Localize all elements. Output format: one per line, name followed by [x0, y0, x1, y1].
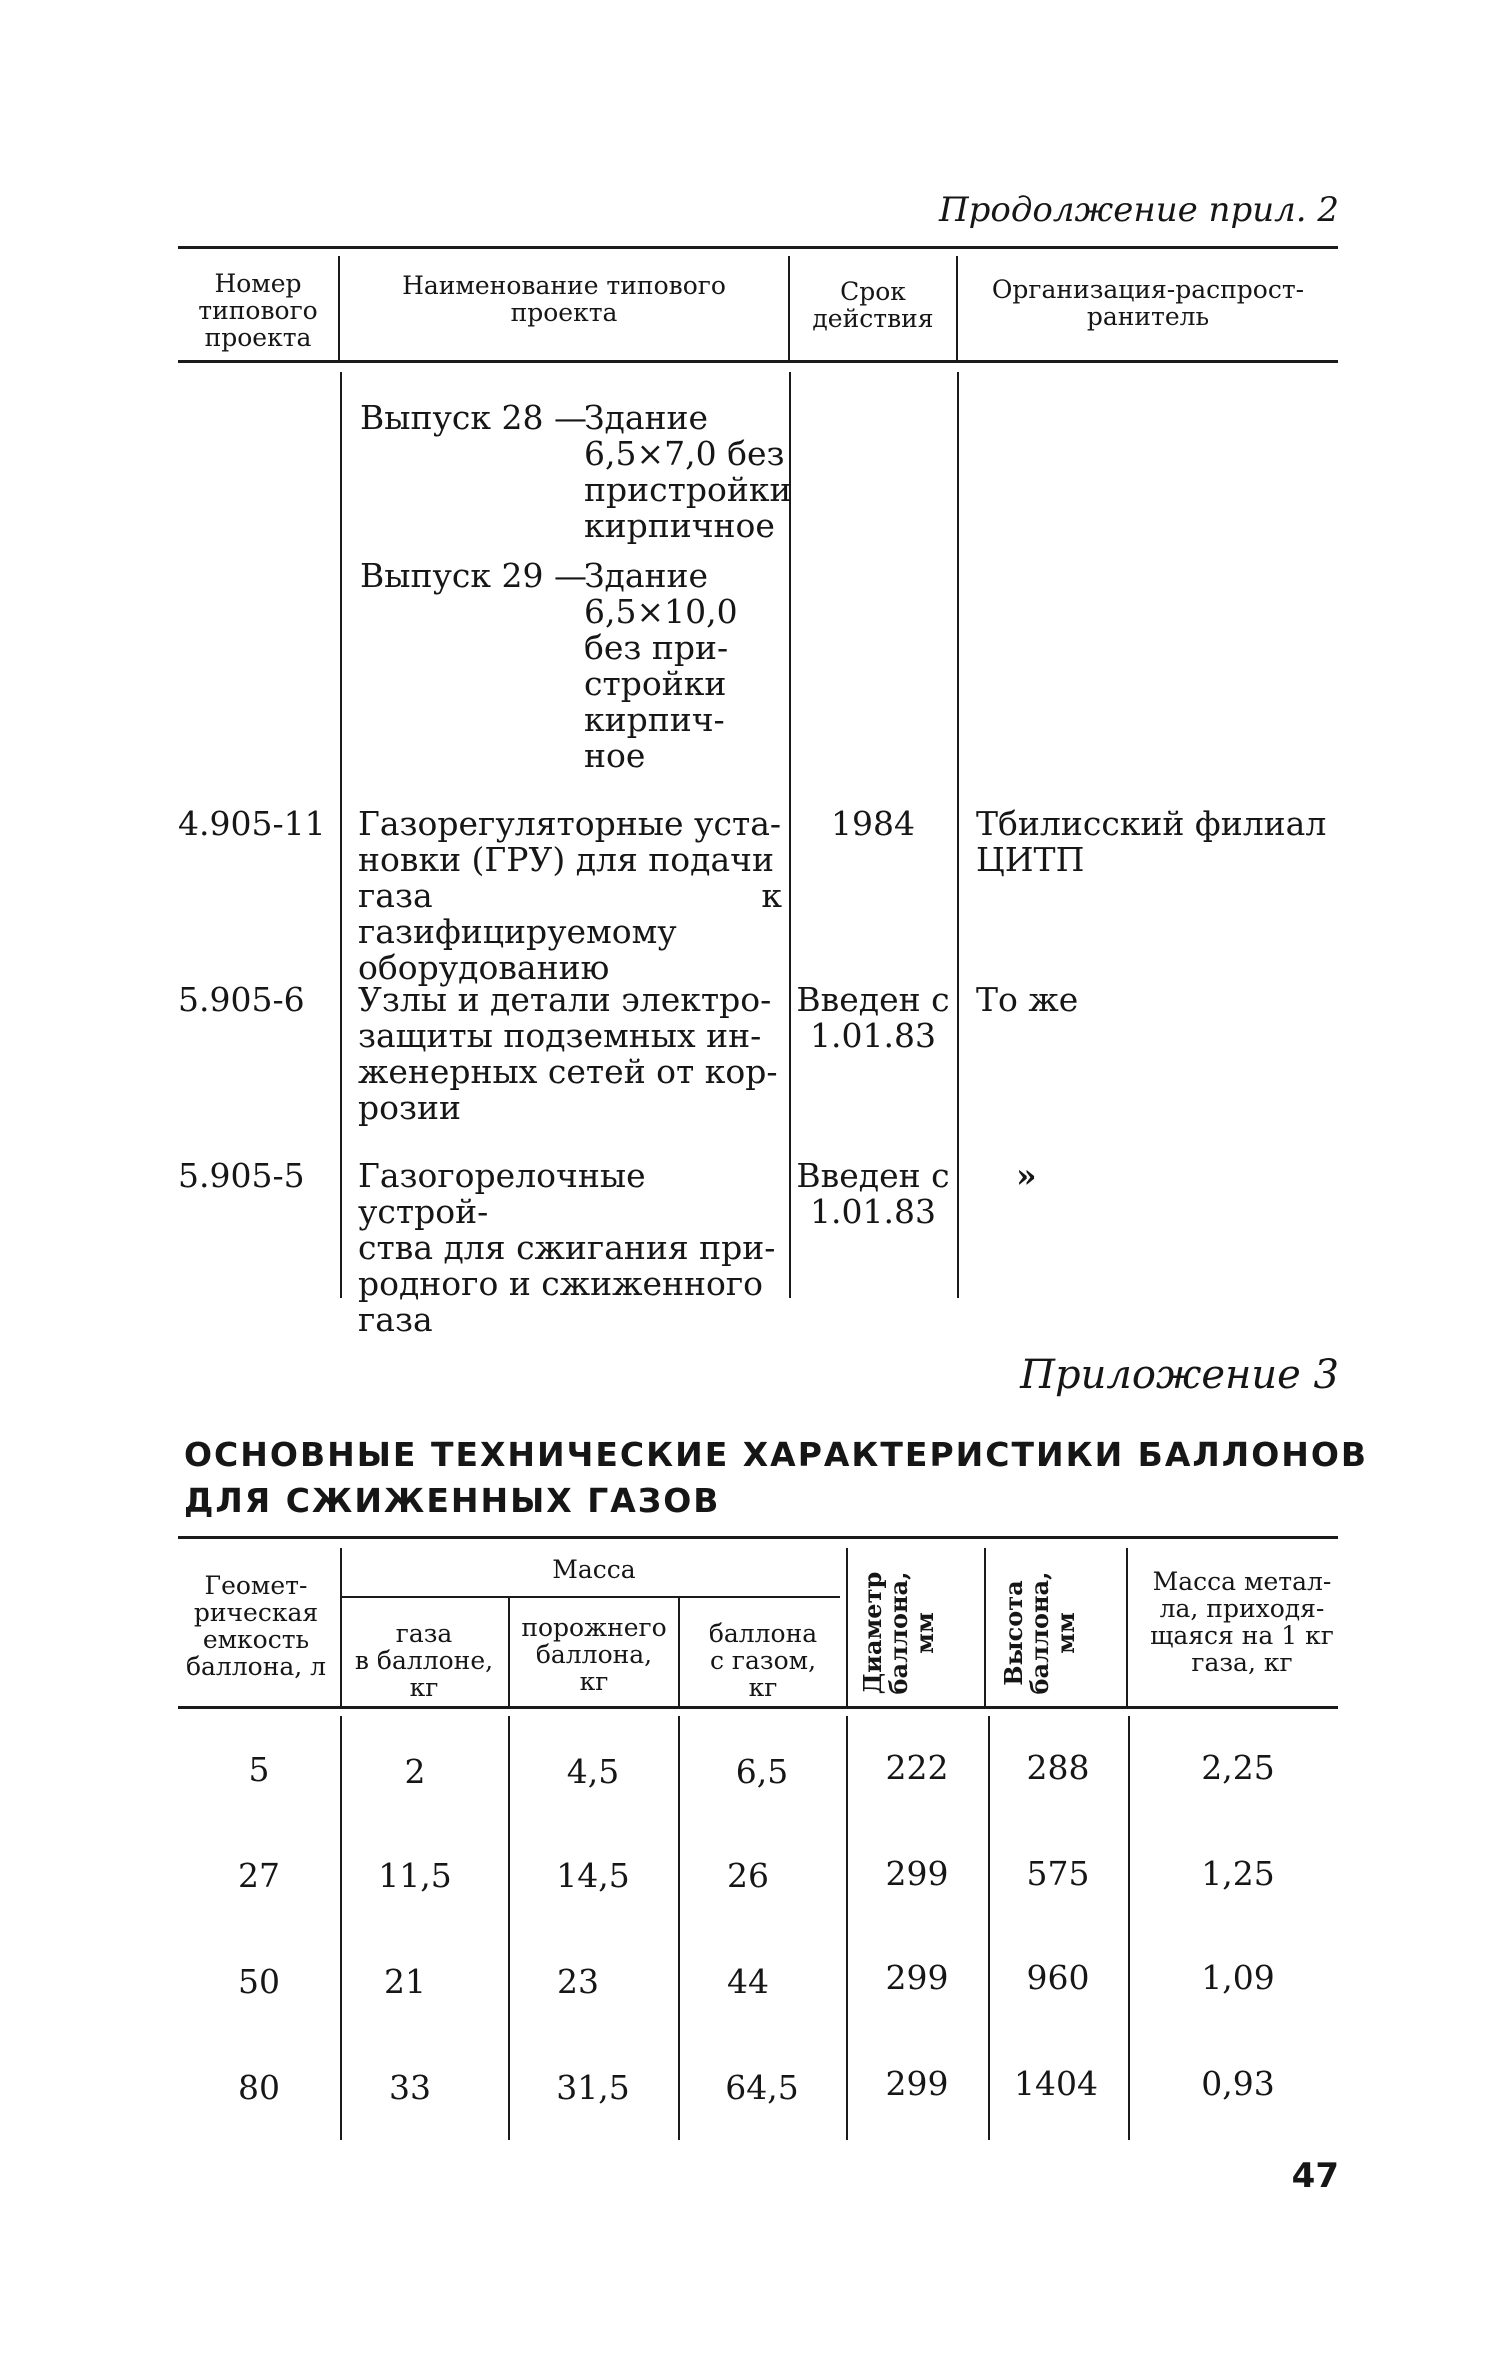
table1-header-rule [178, 360, 1338, 363]
table1-row-name: Узлы и детали электро- защиты подземных ин- женерных сетей от кор- розии [358, 980, 778, 1127]
page-number: 47 [1291, 2156, 1339, 2196]
cell-full-mass: 6,5 [735, 1752, 789, 1791]
cell-empty-mass: 4,5 [566, 1752, 620, 1791]
cell-height: 575 [1026, 1854, 1090, 1893]
cell-capacity: 27 [238, 1856, 280, 1895]
table1-header-org: Организация-распрост- ранитель [991, 275, 1305, 331]
cell-height: 1404 [1014, 2064, 1098, 2103]
cell-empty-mass: 14,5 [556, 1856, 630, 1895]
cell-capacity: 50 [238, 1962, 280, 2001]
table1-header-name: Наименование типового проекта [402, 271, 726, 327]
table2-header-rule [178, 1706, 1338, 1709]
table2-header-full: баллона с газом, кг [708, 1619, 818, 1702]
table2-divider [846, 1548, 848, 1708]
table1-row-org: То же [976, 980, 1079, 1019]
issue-29-label: Выпуск 29 — [360, 556, 588, 595]
table1-row-term: 1984 [831, 804, 915, 843]
table1-row-name: Газорегуляторные уста- новки (ГРУ) для подачи газа к газифицируемому оборудованию [358, 804, 782, 987]
table1-row-number: 5.905-5 [178, 1156, 305, 1195]
cell-metal-ratio: 2,25 [1201, 1748, 1275, 1787]
table2-header-diameter: Диаметр баллона, мм [858, 1571, 939, 1695]
ditto-mark: » [1016, 1156, 1037, 1195]
cell-full-mass: 64,5 [725, 2068, 799, 2107]
table2-header-capacity: Геомет- рическая емкость баллона, л [185, 1571, 327, 1681]
table1-header-term: Срок действия [812, 277, 934, 333]
table2-top-rule [178, 1536, 1338, 1539]
table2-header-metal: Масса метал- ла, приходя- щаяся на 1 кг газа, кг [1150, 1567, 1334, 1677]
cell-gas-mass: 11,5 [378, 1856, 452, 1895]
cell-height: 960 [1026, 1958, 1090, 1997]
table1-divider [957, 372, 959, 1298]
cell-diameter: 222 [885, 1748, 949, 1787]
appendix-label: Приложение 3 [1020, 1352, 1339, 1398]
issue-28-label: Выпуск 28 — [360, 398, 588, 437]
table1-row-number: 5.905-6 [178, 980, 305, 1019]
cell-diameter: 299 [885, 1854, 949, 1893]
cell-metal-ratio: 1,09 [1201, 1958, 1275, 1997]
table2-header-empty: порожнего баллона, кг [521, 1613, 667, 1696]
table1-row-number: 4.905-11 [178, 804, 326, 843]
cell-diameter: 299 [885, 2064, 949, 2103]
table1-row-org: Тбилисский филиал ЦИТП [976, 804, 1327, 879]
cell-capacity: 5 [248, 1750, 270, 1789]
table1-row-term: Введен с 1.01.83 [796, 1156, 950, 1231]
issue-28-text: Здание 6,5×7,0 без пристройки кирпичное [584, 398, 792, 545]
table1-divider [340, 372, 342, 1298]
issue-29-text: Здание 6,5×10,0 без при- стройки кирпич- ное [584, 556, 738, 775]
cell-gas-mass: 2 [404, 1752, 426, 1791]
section-title: ОСНОВНЫЕ ТЕХНИЧЕСКИЕ ХАРАКТЕРИСТИКИ БАЛЛОНОВ ДЛЯ СЖИЖЕННЫХ ГАЗОВ [184, 1435, 1369, 1520]
running-header: Продолжение прил. 2 [939, 190, 1339, 230]
table2-divider [1126, 1548, 1128, 1708]
cell-gas-mass: 21 [384, 1962, 426, 2001]
table2-header-gas: газа в баллоне, кг [354, 1619, 494, 1702]
cell-empty-mass: 23 [557, 1962, 599, 2001]
table2-divider [984, 1548, 986, 1708]
table1-row-name: Газогорелочные устрой- ства для сжигания при- родного и сжиженного газа [358, 1156, 776, 1339]
cell-full-mass: 44 [727, 1962, 769, 2001]
table1-row-term: Введен с 1.01.83 [796, 980, 950, 1055]
table1-header-number: Номер типового проекта [198, 269, 318, 352]
mass-subheader-rule [342, 1596, 840, 1598]
table2-header-height: Высота баллона, мм [999, 1571, 1080, 1695]
cell-metal-ratio: 1,25 [1201, 1854, 1275, 1893]
cell-diameter: 299 [885, 1958, 949, 1997]
cell-metal-ratio: 0,93 [1201, 2064, 1275, 2103]
cell-height: 288 [1026, 1748, 1090, 1787]
cell-gas-mass: 33 [389, 2068, 431, 2107]
cell-full-mass: 26 [727, 1856, 769, 1895]
cell-empty-mass: 31,5 [556, 2068, 630, 2107]
table2-header-mass: Масса [552, 1555, 636, 1584]
cell-capacity: 80 [238, 2068, 280, 2107]
table1-top-rule [178, 246, 1338, 249]
